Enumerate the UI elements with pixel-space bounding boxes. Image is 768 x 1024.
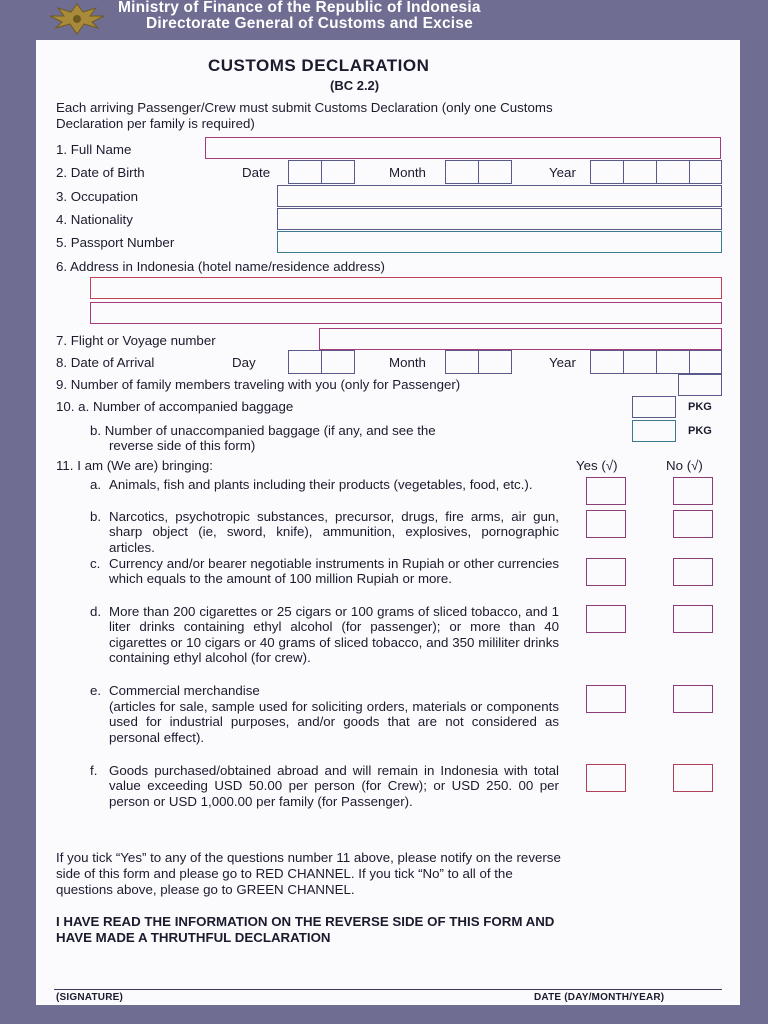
yes-column-header: Yes (√) (576, 458, 618, 473)
channel-note-line-1: If you tick “Yes” to any of the questions number 11 above, please notify on the reverse (56, 850, 561, 865)
no-column-header: No (√) (666, 458, 703, 473)
occupation-field[interactable] (277, 185, 722, 207)
form-code: (BC 2.2) (330, 78, 380, 93)
signature-label: (SIGNATURE) (56, 992, 124, 1003)
channel-note-line-2: side of this form and please go to RED CHANNEL. If you tick “No” to all of the (56, 866, 513, 881)
form-title: CUSTOMS DECLARATION (208, 56, 430, 75)
item-f-no-checkbox[interactable] (673, 764, 713, 792)
item-c-text: Currency and/or bearer negotiable instruments in Rupiah or other currencies which equals to the amount of 100 million Rupiah or more. (109, 556, 559, 587)
arrival-day-digit-2[interactable] (321, 350, 355, 374)
flight-number-field[interactable] (319, 328, 722, 350)
garuda-emblem-icon (44, 0, 110, 36)
item-a-label: a. (90, 477, 102, 492)
q2-label: 2. Date of Birth (56, 165, 145, 180)
arrival-year-digit-2[interactable] (623, 350, 657, 374)
ministry-name: Ministry of Finance of the Republic of Indonesia (118, 0, 481, 16)
q7-label: 7. Flight or Voyage number (56, 333, 216, 348)
item-e-no-checkbox[interactable] (673, 685, 713, 713)
q4-label: 4. Nationality (56, 212, 133, 227)
address-field-line-1[interactable] (90, 277, 722, 299)
arrival-year-digit-3[interactable] (656, 350, 690, 374)
channel-note-line-3: questions above, please go to GREEN CHANNEL. (56, 882, 355, 897)
item-e-text: (articles for sale, sample used for soliciting orders, materials or components used for industrial purposes, and/or goods that are not considered as personal effect). (109, 699, 559, 745)
birth-date-digit-1[interactable] (288, 160, 322, 184)
full-name-field[interactable] (205, 137, 721, 159)
q8-label: 8. Date of Arrival (56, 355, 155, 370)
item-c-label: c. (90, 556, 101, 571)
pkg-unit-a: PKG (688, 401, 712, 413)
arrival-month-label: Month (389, 355, 426, 370)
q10b-label-line-2: reverse side of this form) (109, 438, 256, 453)
arrival-year-label: Year (549, 355, 576, 370)
item-f-label: f. (90, 763, 98, 778)
header (0, 0, 768, 40)
item-b-yes-checkbox[interactable] (586, 510, 626, 538)
birth-year-digit-3[interactable] (656, 160, 690, 184)
birth-year-digit-2[interactable] (623, 160, 657, 184)
birth-date-digit-2[interactable] (321, 160, 355, 184)
item-b-text: Narcotics, psychotropic substances, precursor, drugs, fire arms, air gun, sharp object (ie, sword, knife), ammunition, explosives, pornographic articles. (109, 509, 559, 555)
item-e-label: e. (90, 683, 102, 698)
arrival-year-digit-1[interactable] (590, 350, 624, 374)
signature-line (54, 989, 722, 990)
accompanied-baggage-field[interactable] (632, 396, 676, 418)
intro-line-2: Declaration per family is required) (56, 116, 255, 131)
q1-label: 1. Full Name (56, 142, 132, 157)
item-b-no-checkbox[interactable] (673, 510, 713, 538)
arrival-year-digit-4[interactable] (689, 350, 722, 374)
q11-label: 11. I am (We are) bringing: (56, 458, 213, 473)
item-a-yes-checkbox[interactable] (586, 477, 626, 505)
declaration-line-1: I HAVE READ THE INFORMATION ON THE REVERSE SIDE OF THIS FORM AND (56, 914, 555, 929)
birth-date-label: Date (242, 165, 271, 180)
arrival-month-digit-1[interactable] (445, 350, 479, 374)
arrival-month-digit-2[interactable] (478, 350, 512, 374)
birth-year-digit-1[interactable] (590, 160, 624, 184)
item-d-label: d. (90, 604, 102, 619)
q3-label: 3. Occupation (56, 189, 139, 204)
q10a-label: 10. a. Number of accompanied baggage (56, 399, 294, 414)
arrival-day-label: Day (232, 355, 256, 370)
date-label: DATE (DAY/MONTH/YEAR) (534, 992, 665, 1003)
q5-label: 5. Passport Number (56, 235, 175, 250)
birth-year-label: Year (549, 165, 576, 180)
birth-month-label: Month (389, 165, 426, 180)
customs-declaration-form (36, 40, 740, 1005)
item-a-text: Animals, fish and plants including their products (vegetables, food, etc.). (109, 477, 533, 492)
item-d-text: More than 200 cigarettes or 25 cigars or 100 grams of sliced tobacco, and 1 liter drinks containing ethyl alcohol (for passenger); or more than 40 cigarettes or 10 cigars or 40 grams of sliced tobacco, and 350 mililiter drinks containing ethyl alcohol (for crew). (109, 604, 559, 665)
q6-label: 6. Address in Indonesia (hotel name/residence address) (56, 259, 385, 274)
item-e-yes-checkbox[interactable] (586, 685, 626, 713)
birth-month-digit-1[interactable] (445, 160, 479, 184)
unaccompanied-baggage-field[interactable] (632, 420, 676, 442)
arrival-day-digit-1[interactable] (288, 350, 322, 374)
intro-line-1: Each arriving Passenger/Crew must submit Customs Declaration (only one Customs (56, 100, 553, 115)
nationality-field[interactable] (277, 208, 722, 230)
item-c-yes-checkbox[interactable] (586, 558, 626, 586)
passport-number-field[interactable] (277, 231, 722, 253)
item-e-title: Commercial merchandise (109, 683, 260, 698)
item-f-yes-checkbox[interactable] (586, 764, 626, 792)
item-c-no-checkbox[interactable] (673, 558, 713, 586)
item-a-no-checkbox[interactable] (673, 477, 713, 505)
item-b-label: b. (90, 509, 102, 524)
birth-year-digit-4[interactable] (689, 160, 722, 184)
pkg-unit-b: PKG (688, 425, 712, 437)
q9-label: 9. Number of family members traveling with you (only for Passenger) (56, 377, 461, 392)
family-members-field[interactable] (678, 374, 722, 396)
birth-month-digit-2[interactable] (478, 160, 512, 184)
address-field-line-2[interactable] (90, 302, 722, 324)
item-d-yes-checkbox[interactable] (586, 605, 626, 633)
declaration-line-2: HAVE MADE A THRUTHFUL DECLARATION (56, 930, 331, 945)
q10b-label-line-1: b. Number of unaccompanied baggage (if any, and see the (90, 423, 436, 438)
item-f-text: Goods purchased/obtained abroad and will remain in Indonesia with total value exceeding USD 50.00 per person (for Crew); or USD 250. 00 per person or USD 1,000.00 per family (for Passenger). (109, 763, 559, 809)
directorate-name: Directorate General of Customs and Excise (146, 15, 473, 32)
item-d-no-checkbox[interactable] (673, 605, 713, 633)
